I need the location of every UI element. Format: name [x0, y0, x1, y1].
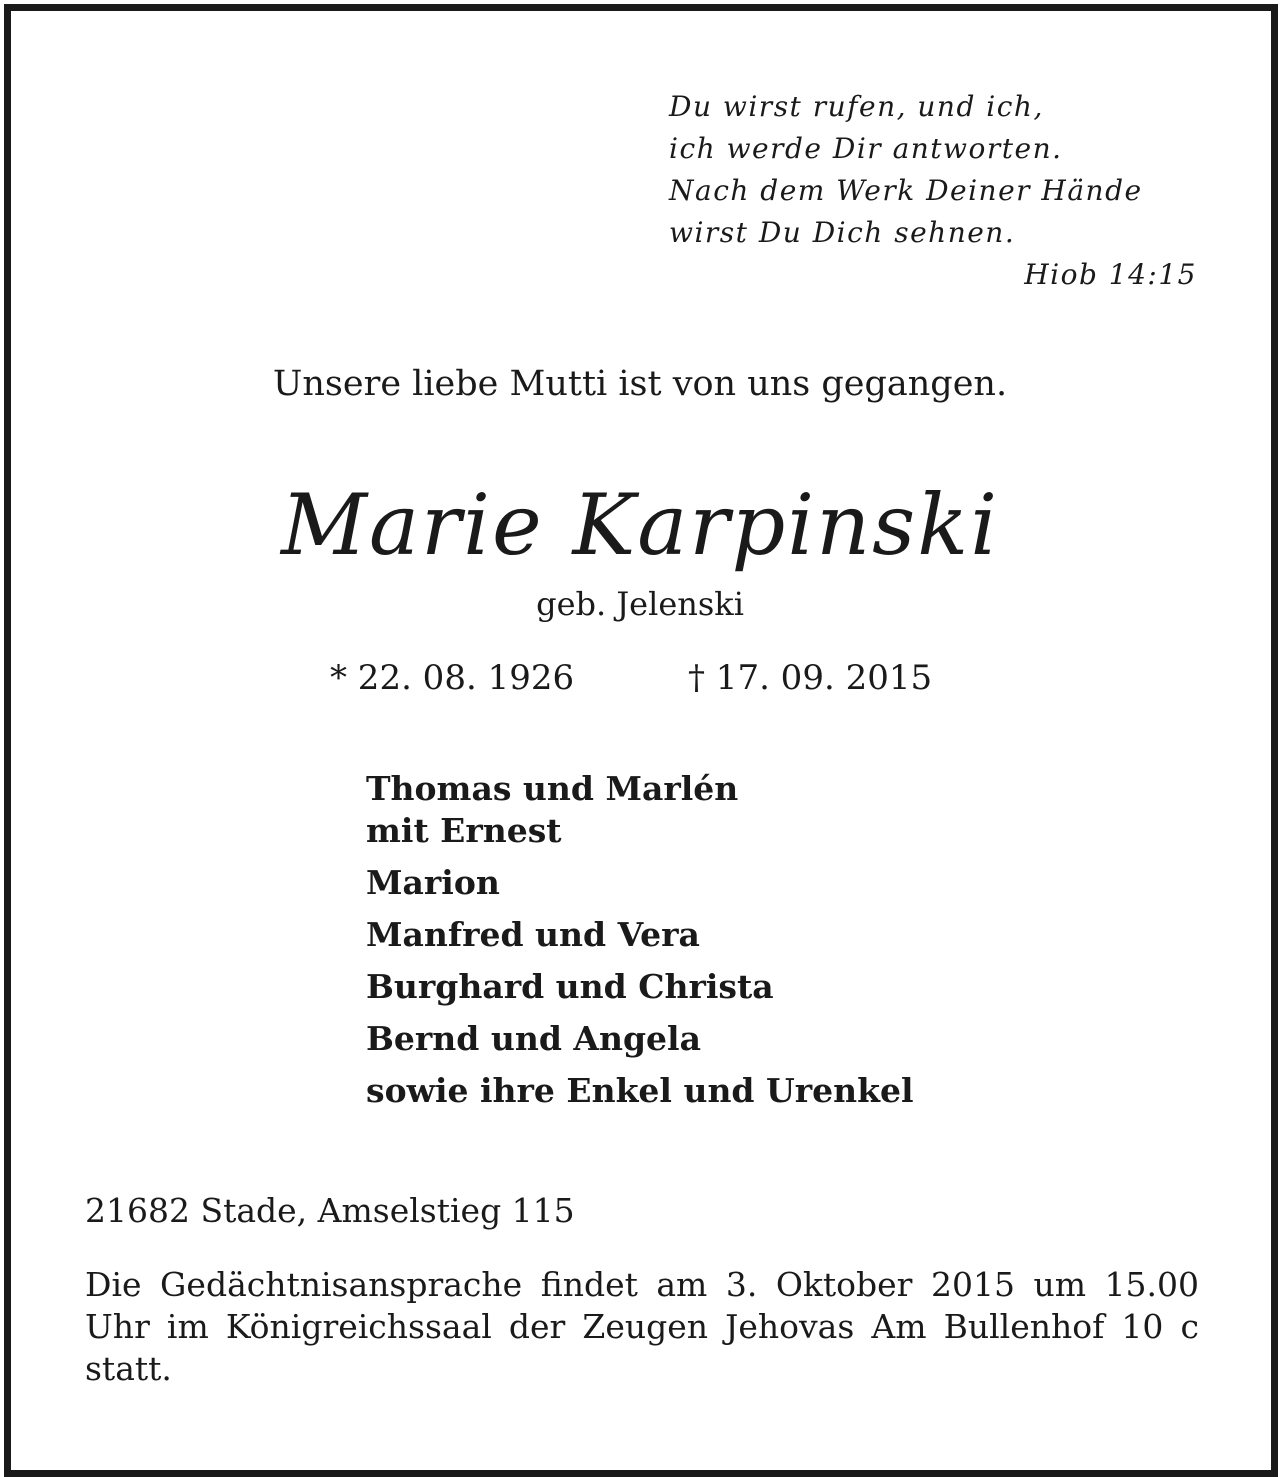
mourners-list: [366, 768, 914, 1122]
mourner-group: [366, 862, 914, 904]
mourner-line: Marion: [366, 863, 500, 902]
mourner-group: [366, 1070, 914, 1112]
memorial-notice: Die Gedächtnisansprache findet am 3. Oktober 2015 um 15.00 Uhr im Königreichssaal der Zeugen Jehovas Am Bullenhof 10 c statt.: [85, 1265, 1199, 1388]
mourner-line: Burghard und Christa: [366, 967, 774, 1006]
mourner-line: Bernd und Angela: [366, 1019, 701, 1058]
mourner-line: mit Ernest: [366, 811, 562, 850]
verse-line: Nach dem Werk Deiner Hände: [669, 174, 1143, 207]
maiden-name: geb. Jelenski: [536, 585, 744, 623]
verse-line: Du wirst rufen, und ich,: [669, 90, 1044, 123]
bible-verse: [669, 86, 1199, 296]
mourner-line: sowie ihre Enkel und Urenkel: [366, 1071, 914, 1110]
mourner-line: Thomas und Marlén: [366, 769, 739, 808]
mourner-group: [366, 966, 914, 1008]
mourner-line: Manfred und Vera: [366, 915, 700, 954]
deceased-name: Marie Karpinski: [280, 476, 1000, 574]
mourner-group: [366, 768, 914, 852]
verse-reference: Hiob 14:15: [1024, 258, 1197, 291]
birth-date: * 22. 08. 1926: [330, 658, 575, 698]
verse-line: ich werde Dir antworten.: [669, 132, 1063, 165]
family-address: 21682 Stade, Amselstieg 115: [85, 1191, 575, 1230]
mourner-group: [366, 1018, 914, 1060]
mourner-group: [366, 914, 914, 956]
intro-text: Unsere liebe Mutti ist von uns gegangen.: [272, 364, 1008, 404]
verse-line: wirst Du Dich sehnen.: [669, 216, 1016, 249]
death-date: † 17. 09. 2015: [688, 658, 933, 698]
